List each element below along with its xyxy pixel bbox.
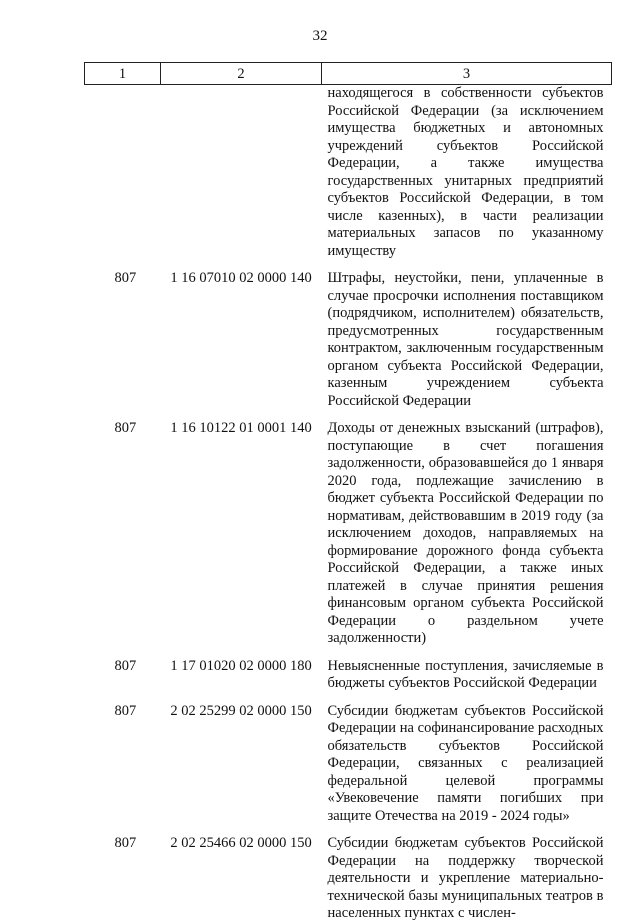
revenue-code-cell: 2 02 25466 02 0000 150 — [170, 835, 312, 851]
revenue-code-cell: 1 16 10122 01 0001 140 — [170, 420, 312, 436]
table-row — [85, 693, 612, 826]
admin-code-cell: 807 — [114, 702, 137, 719]
table-row — [85, 85, 612, 261]
column-header-3: 3 — [322, 63, 612, 85]
description-cell: Субсидии бюджетам субъектов Российской Федерации на софинансирование расходных обязательств субъектов Российской Федерации, связанных с реализацией федеральной целевой программы «Увековечение памяти погибших при защите Отечества на 2019 - 2024 годы» — [327, 702, 604, 824]
revenue-code-cell: 2 02 25299 02 0000 150 — [170, 702, 312, 719]
table-header-row — [85, 63, 612, 85]
admin-code-cell — [85, 85, 161, 261]
description-cell: находящегося в собственности субъектов Российской Федерации (за исключением имущества бюджетных и автономных учреждений субъектов Российской Федерации, а также имущества государственных унитарных предприятий субъектов Российской Федерации, в том числе казенных), в части реализации материальных запасов по указанному имуществу — [327, 85, 604, 259]
description-cell: Субсидии бюджетам субъектов Российской Федерации на поддержку творческой деятельности и укрепление материально-технической базы муниципальных театров в населенных пунктах с числен- — [327, 835, 604, 921]
admin-code-cell: 807 — [114, 420, 137, 436]
table-row — [85, 648, 612, 693]
admin-code-cell: 807 — [114, 270, 137, 286]
description-cell: Невыясненные поступления, зачисляемые в бюджеты субъектов Российской Федерации — [327, 657, 604, 691]
budget-codes-table — [84, 62, 612, 923]
revenue-code-cell — [161, 85, 322, 261]
admin-code-cell: 807 — [114, 835, 137, 851]
page-number: 32 — [312, 28, 328, 44]
revenue-code-cell: 1 16 07010 02 0000 140 — [170, 270, 312, 286]
description-cell: Доходы от денежных взысканий (штрафов), поступающие в счет погашения задолженности, образовавшейся до 1 января 2020 года, подлежащие зачислению в бюджет субъекта Российской Федерации по нормативам, действовавшим в 2019 году (за исключением доходов, направляемых на формирование дорожного фонда субъекта Российской Федерации, а также иных платежей в случае принятия решения финансовым органом субъекта Российской Федерации о раздельном учете задолженности) — [327, 420, 604, 646]
revenue-code-cell: 1 17 01020 02 0000 180 — [170, 657, 312, 674]
table-row — [85, 410, 612, 648]
admin-code-cell: 807 — [114, 657, 137, 674]
description-cell: Штрафы, неустойки, пени, уплаченные в случае просрочки исполнения поставщиком (подрядчиком, исполнителем) обязательств, предусмотренных государственным контрактом, заключенным государственным органом субъекта Российской Федерации, казенным учреждением субъекта Российской Федерации — [327, 270, 604, 409]
column-header-1: 1 — [85, 63, 161, 85]
column-header-2: 2 — [161, 63, 322, 85]
table-row — [85, 260, 612, 410]
table-row — [85, 825, 612, 923]
